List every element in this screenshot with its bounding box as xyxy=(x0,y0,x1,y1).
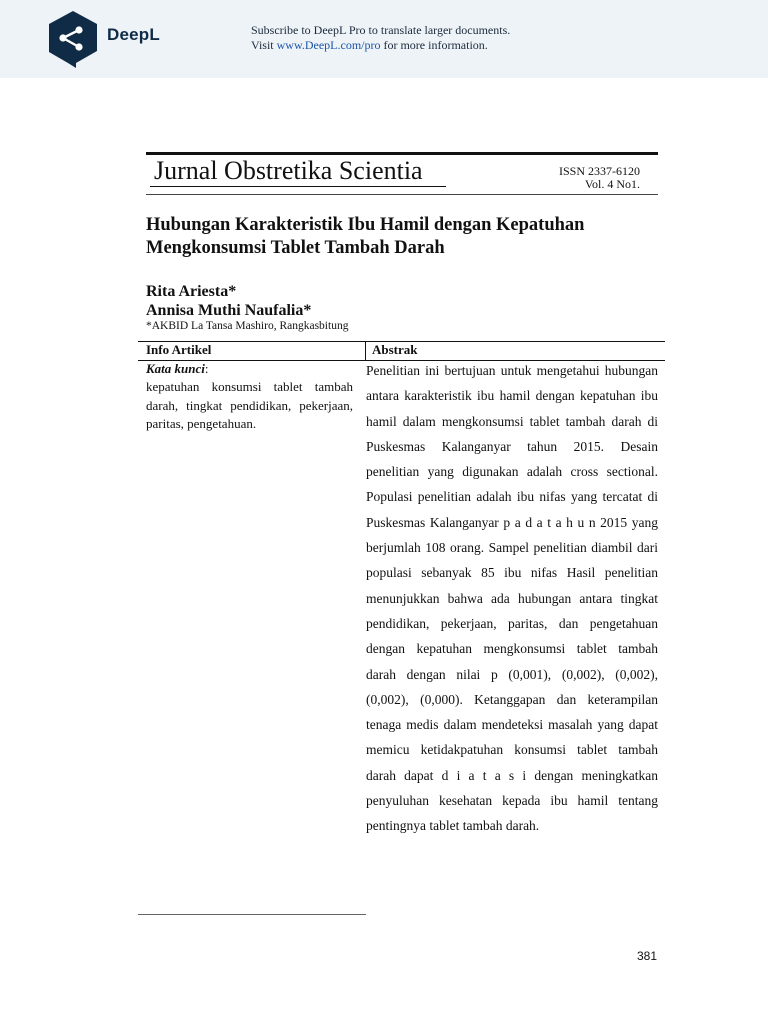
abstrak-header: Abstrak xyxy=(372,342,418,357)
deepl-logo-icon[interactable] xyxy=(46,9,100,69)
promo-visit: Visit xyxy=(251,38,277,52)
journal-meta xyxy=(559,165,640,191)
page-number: 381 xyxy=(637,949,658,963)
keywords-label xyxy=(146,361,209,376)
info-artikel-header: Info Artikel xyxy=(146,342,212,357)
journal-title-underline xyxy=(150,186,446,187)
author-1: Rita Ariesta* xyxy=(146,283,237,300)
journal-top-rule xyxy=(146,152,658,155)
promo-line-2 xyxy=(251,38,510,53)
article-title: Hubungan Karakteristik Ibu Hamil dengan Kepatuhan Mengkonsumsi Tablet Tambah Darah xyxy=(146,215,585,258)
promo-text xyxy=(251,23,510,53)
promo-more-info: for more information. xyxy=(380,38,488,52)
deepl-banner xyxy=(0,0,768,78)
keywords-colon: : xyxy=(204,361,209,376)
keywords-text: kepatuhan konsumsi tablet tambah darah, tingkat pendidikan, pekerjaan, paritas, pengetahuan. xyxy=(146,379,353,431)
deepl-pro-link[interactable]: www.DeepL.com/pro xyxy=(276,38,381,52)
abstract-text: Penelitian ini bertujuan untuk mengetahui hubungan antara karakteristik ibu hamil dengan kepatuhan ibu hamil dalam mengkonsumsi tablet tambah darah di Puskesmas Kalanganyar tahun 2015. Desain penelitian yang digunakan adalah cross sectional. Populasi penelitian adalah ibu nifas yang tercatat di Puskesmas Kalanganyar p a d a t a h u n 2015 yang berjumlah 108 orang. Sampel penelitian diambil dari populasi sebanyak 85 ibu nifas Hasil penelitian menunjukkan bahwa ada hubungan antara tingkat pendidikan, pekerjaan, paritas, dan pengetahuan dengan kepatuhan mengkonsumsi tablet tambah darah dengan nilai p (0,001), (0,002), (0,002), (0,002), (0,000). Ketanggapan dan keterampilan tenaga medis dalam mendeteksi masalah yang dapat memicu ketidakpatuhan konsumsi tablet tambah darah dapat d i a t a s i dengan meningkatkan penyuluhan kesehatan kepada ibu hamil tentang pentingnya tablet tambah darah. xyxy=(366,363,658,834)
journal-title: Jurnal Obstretika Scientia xyxy=(154,156,423,185)
promo-line-1: Subscribe to DeepL Pro to translate larger documents. xyxy=(251,23,511,37)
affiliation: *AKBID La Tansa Mashiro, Rangkasbitung xyxy=(146,320,349,332)
footer-rule xyxy=(138,914,366,915)
keywords-label-text: Kata kunci xyxy=(146,361,205,376)
journal-bottom-rule xyxy=(146,194,658,195)
author-2: Annisa Muthi Naufalia* xyxy=(146,302,312,319)
journal-volume: Vol. 4 No1. xyxy=(584,177,640,191)
journal-issn: ISSN 2337-6120 xyxy=(558,164,640,178)
deepl-logo-text: DeepL xyxy=(107,25,160,44)
